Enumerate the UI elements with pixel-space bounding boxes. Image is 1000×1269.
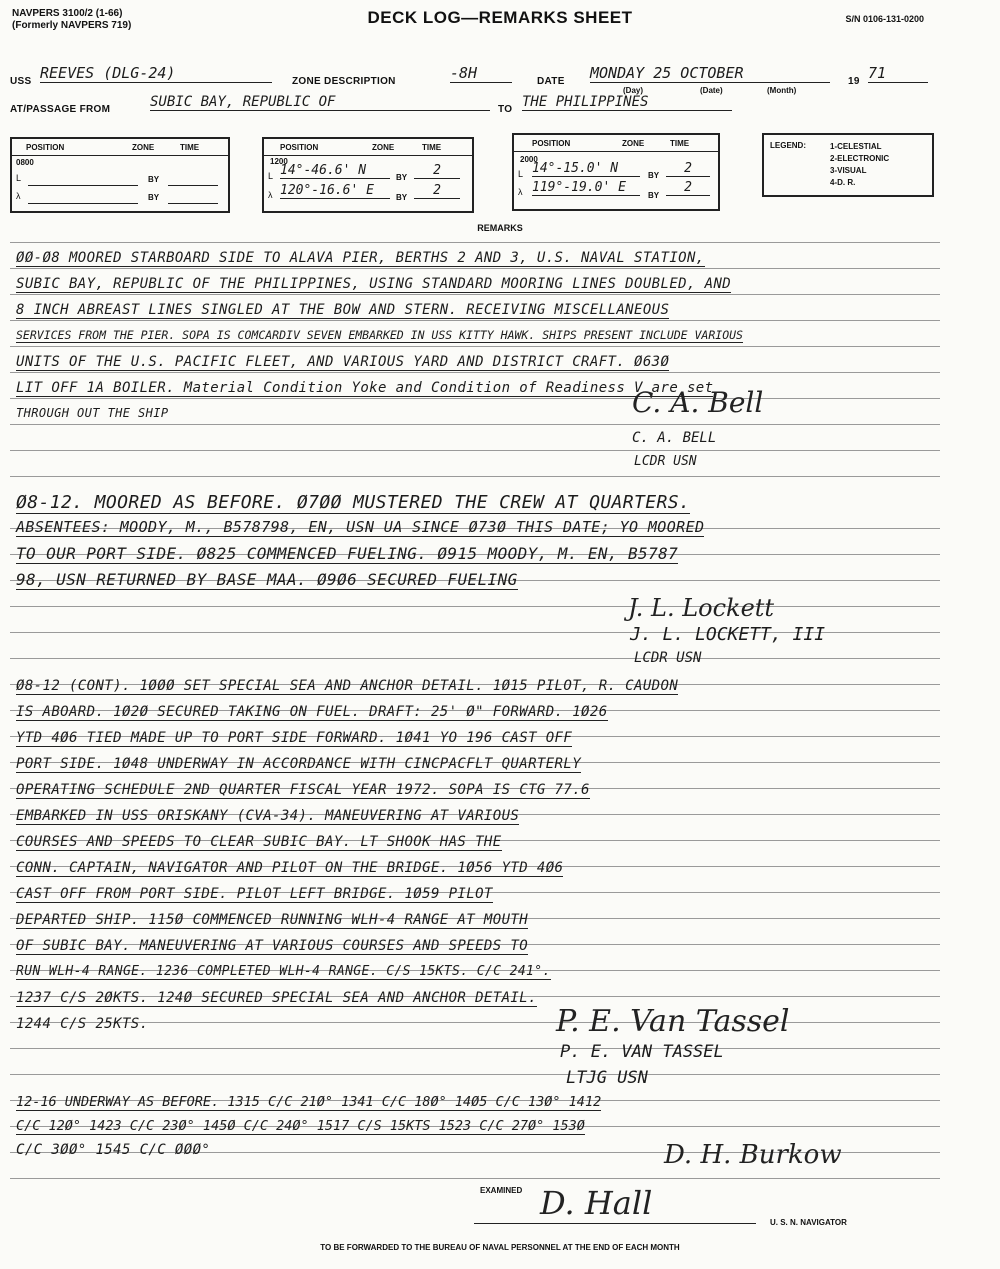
remark-line: SUBIC BAY, REPUBLIC OF THE PHILIPPINES, USING STANDARD MOORING LINES DOUBLED, AND: [16, 276, 732, 292]
latitude-field: [28, 175, 138, 186]
longitude-symbol: λ: [518, 187, 523, 197]
remark-line: OPERATING SCHEDULE 2ND QUARTER FISCAL YEAR 1972. SOPA IS CTG 77.6: [16, 782, 590, 798]
longitude-by-field: 2: [666, 180, 710, 196]
zone-col-header: ZONE: [622, 139, 645, 148]
remark-line: RUN WLH-4 RANGE. 1236 COMPLETED WLH-4 RANGE. C/S 15KTS. C/C 241°.: [16, 964, 551, 979]
passage-label: AT/PASSAGE FROM: [10, 104, 111, 115]
officer-rank: LCDR USN: [634, 454, 697, 469]
latitude-by-label: BY: [648, 171, 660, 180]
remark-line: PORT SIDE. 1Ø48 UNDERWAY IN ACCORDANCE WITH CINCPACFLT QUARTERLY: [16, 756, 582, 772]
remark-line: Ø8-12. MOORED AS BEFORE. Ø7ØØ MUSTERED THE CREW AT QUARTERS.: [16, 492, 691, 513]
officer-name: C. A. BELL: [632, 430, 717, 446]
latitude-by-label: BY: [396, 173, 408, 182]
zone-col-header: ZONE: [132, 143, 155, 152]
form-former-number: (Formerly NAVPERS 719): [12, 20, 132, 31]
officer-signature: J. L. Lockett: [628, 594, 775, 622]
remark-line: ØØ-Ø8 MOORED STARBOARD SIDE TO ALAVA PIER, BERTHS 2 AND 3, U.S. NAVAL STATION,: [16, 250, 705, 266]
navigator-label: U. S. N. NAVIGATOR: [770, 1218, 847, 1227]
passage-to-field: THE PHILIPPINES: [522, 94, 732, 111]
legend-item: 3-VISUAL: [830, 166, 867, 175]
remark-line: 1244 C/S 25KTS.: [16, 1016, 149, 1032]
position-box-1200: [262, 137, 474, 213]
longitude-by-field: 2: [414, 183, 460, 199]
latitude-symbol: L: [518, 169, 524, 179]
longitude-field: [28, 193, 138, 204]
date-field: MONDAY 25 OCTOBER: [590, 64, 830, 83]
year-field: 71: [868, 64, 928, 83]
longitude-by-field: [168, 193, 218, 204]
legend-item: 2-ELECTRONIC: [830, 154, 890, 163]
position-col-header: POSITION: [26, 143, 65, 152]
longitude-symbol: λ: [268, 190, 273, 200]
legend-item: 1-CELESTIAL: [830, 142, 882, 151]
date-label: DATE: [537, 76, 565, 87]
passage-from-field: SUBIC BAY, REPUBLIC OF: [150, 94, 490, 111]
remark-line: IS ABOARD. 1Ø2Ø SECURED TAKING ON FUEL. DRAFT: 25' Ø" FORWARD. 1Ø26: [16, 704, 608, 720]
remark-line: LIT OFF 1A BOILER. Material Condition Yoke and Condition of Readiness V are set: [16, 380, 714, 396]
latitude-field: 14°-15.0' N: [532, 161, 640, 177]
stock-number: S/N 0106-131-0200: [845, 14, 924, 24]
remark-line: DEPARTED SHIP. 115Ø COMMENCED RUNNING WLH-4 RANGE AT MOUTH: [16, 912, 529, 928]
remark-line: 98, USN RETURNED BY BASE MAA. Ø9Ø6 SECURED FUELING: [16, 570, 518, 589]
longitude-by-label: BY: [396, 193, 408, 202]
signature-line: [474, 1223, 756, 1224]
latitude-by-field: 2: [666, 161, 710, 177]
position-box-0800: [10, 137, 230, 213]
zone-label: ZONE DESCRIPTION: [292, 76, 396, 87]
latitude-by-field: 2: [414, 163, 460, 179]
remark-line: 8 INCH ABREAST LINES SINGLED AT THE BOW AND STERN. RECEIVING MISCELLANEOUS: [16, 302, 670, 318]
month-caption: (Month): [767, 86, 797, 95]
time-col-header: TIME: [180, 143, 200, 152]
remark-line: ABSENTEES: MOODY, M., B578798, EN, USN UA SINCE Ø73Ø THIS DATE; YO MOORED: [16, 518, 705, 536]
officer-name: J. L. LOCKETT, III: [630, 624, 826, 645]
longitude-field: 120°-16.6' E: [280, 183, 390, 199]
latitude-by-field: [168, 175, 218, 186]
remark-line: SERVICES FROM THE PIER. SOPA IS COMCARDIV SEVEN EMBARKED IN USS KITTY HAWK. SHIPS PRESENT INCLUDE VARIOUS: [16, 328, 743, 342]
page-title: DECK LOG—REMARKS SHEET: [367, 8, 633, 27]
remark-line: THROUGH OUT THE SHIP: [16, 406, 169, 420]
uss-label: USS: [10, 76, 32, 87]
remark-line: TO OUR PORT SIDE. Ø825 COMMENCED FUELING. Ø915 MOODY, M. EN, B5787: [16, 544, 679, 563]
remark-line: 12-16 UNDERWAY AS BEFORE. 1315 C/C 21Ø° 1341 C/C 18Ø° 14Ø5 C/C 13Ø° 1412: [16, 1094, 602, 1110]
officer-rank: LTJG USN: [566, 1068, 648, 1088]
remark-line: COURSES AND SPEEDS TO CLEAR SUBIC BAY. LT SHOOK HAS THE: [16, 834, 502, 850]
officer-signature: C. A. Bell: [632, 386, 764, 419]
latitude-symbol: L: [16, 173, 22, 183]
officer-signature: P. E. Van Tassel: [556, 1004, 790, 1039]
zone-col-header: ZONE: [372, 143, 395, 152]
time-label: 1200: [270, 157, 288, 166]
remark-line: CONN. CAPTAIN, NAVIGATOR AND PILOT ON THE BRIDGE. 1Ø56 YTD 4Ø6: [16, 860, 564, 876]
year-prefix: 19: [848, 76, 860, 87]
navigator-signature: D. Hall: [540, 1184, 653, 1222]
latitude-field: 14°-46.6' N: [280, 163, 390, 179]
latitude-by-label: BY: [148, 175, 160, 184]
longitude-symbol: λ: [16, 191, 21, 201]
form-number: NAVPERS 3100/2 (1-66): [12, 8, 123, 19]
remark-line: CAST OFF FROM PORT SIDE. PILOT LEFT BRIDGE. 1Ø59 PILOT: [16, 886, 493, 902]
position-box-2000: [512, 133, 720, 211]
remark-line: C/C 3ØØ° 1545 C/C ØØØ°: [16, 1142, 211, 1158]
time-label: 0800: [16, 158, 34, 167]
officer-rank: LCDR USN: [634, 650, 702, 666]
position-legend: [762, 133, 934, 197]
time-col-header: TIME: [670, 139, 690, 148]
date-caption: (Date): [700, 86, 723, 95]
legend-item: 4-D. R.: [830, 178, 856, 187]
remark-line: 1237 C/S 2ØKTS. 124Ø SECURED SPECIAL SEA AND ANCHOR DETAIL.: [16, 990, 537, 1006]
time-label: 2000: [520, 155, 538, 164]
latitude-symbol: L: [268, 171, 274, 181]
passage-to-label: TO: [498, 104, 513, 115]
officer-signature: D. H. Burkow: [664, 1140, 842, 1170]
remark-line: YTD 4Ø6 TIED MADE UP TO PORT SIDE FORWARD. 1Ø41 YO 196 CAST OFF: [16, 730, 573, 746]
remarks-heading: REMARKS: [477, 223, 523, 233]
remark-line: UNITS OF THE U.S. PACIFIC FLEET, AND VARIOUS YARD AND DISTRICT CRAFT. Ø63Ø: [16, 354, 670, 370]
time-col-header: TIME: [422, 143, 442, 152]
remark-line: OF SUBIC BAY. MANEUVERING AT VARIOUS COURSES AND SPEEDS TO: [16, 938, 529, 954]
longitude-field: 119°-19.0' E: [532, 180, 640, 196]
legend-title: LEGEND:: [770, 141, 806, 150]
day-caption: (Day): [623, 86, 644, 95]
remark-line: C/C 12Ø° 1423 C/C 23Ø° 145Ø C/C 24Ø° 1517 C/S 15KTS 1523 C/C 27Ø° 153Ø: [16, 1118, 585, 1134]
examined-label: EXAMINED: [480, 1186, 523, 1195]
longitude-by-label: BY: [648, 191, 660, 200]
zone-field: -8H: [450, 64, 512, 83]
position-col-header: POSITION: [280, 143, 319, 152]
longitude-by-label: BY: [148, 193, 160, 202]
remark-line: Ø8-12 (CONT). 1ØØØ SET SPECIAL SEA AND ANCHOR DETAIL. 1Ø15 PILOT, R. CAUDON: [16, 678, 679, 694]
forwarding-note: TO BE FORWARDED TO THE BUREAU OF NAVAL PERSONNEL AT THE END OF EACH MONTH: [320, 1243, 680, 1252]
officer-name: P. E. VAN TASSEL: [560, 1042, 724, 1062]
position-col-header: POSITION: [532, 139, 571, 148]
remark-line: EMBARKED IN USS ORISKANY (CVA-34). MANEUVERING AT VARIOUS: [16, 808, 520, 824]
ship-name-field: REEVES (DLG-24): [40, 64, 272, 83]
